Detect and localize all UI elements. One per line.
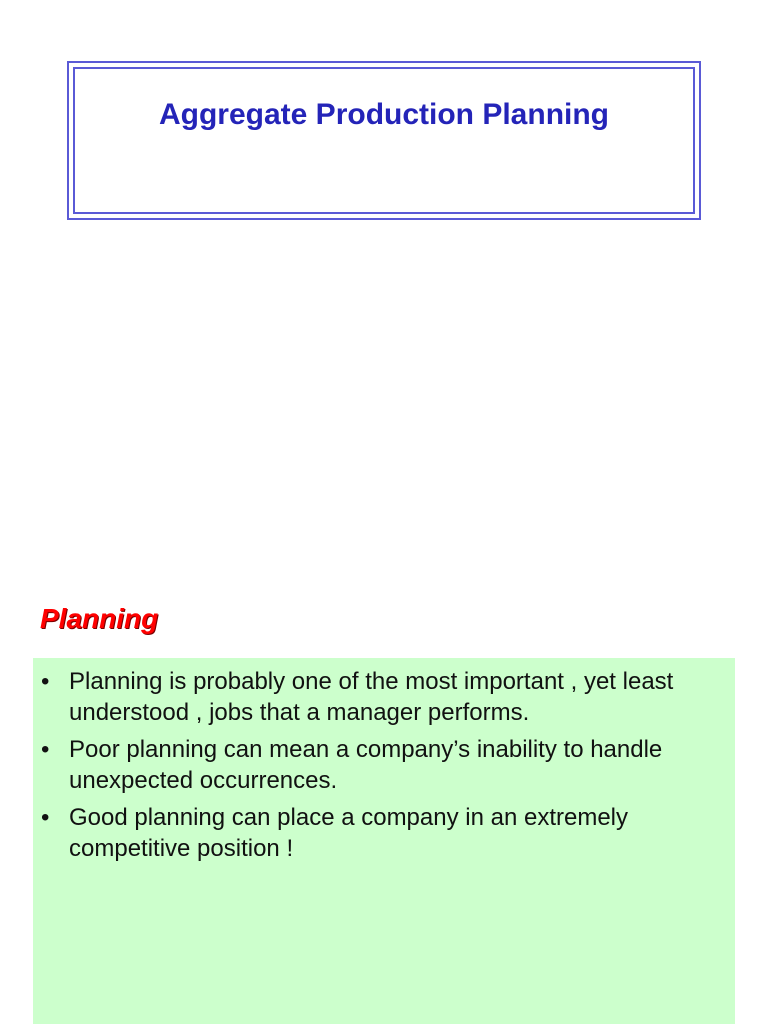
bullet-marker: • xyxy=(41,804,50,831)
slide-title: Aggregate Production Planning xyxy=(158,98,609,131)
bullet-marker: • xyxy=(41,668,50,695)
bullet-panel xyxy=(33,658,735,1024)
bullet-item xyxy=(33,666,735,728)
section-heading: Planning xyxy=(40,603,159,634)
bullet-item xyxy=(33,734,735,796)
bullet-list xyxy=(33,658,735,864)
bullet-marker: • xyxy=(41,736,50,763)
bullet-item xyxy=(33,802,735,864)
bullet-text: Planning is probably one of the most important , yet least understood , jobs that a manager performs. xyxy=(69,668,674,726)
title-frame xyxy=(67,61,701,220)
bullet-text: Good planning can place a company in an extremely competitive position ! xyxy=(69,804,629,862)
title-frame-inner-border xyxy=(73,67,695,214)
bullet-text: Poor planning can mean a company’s inability to handle unexpected occurrences. xyxy=(69,736,663,794)
